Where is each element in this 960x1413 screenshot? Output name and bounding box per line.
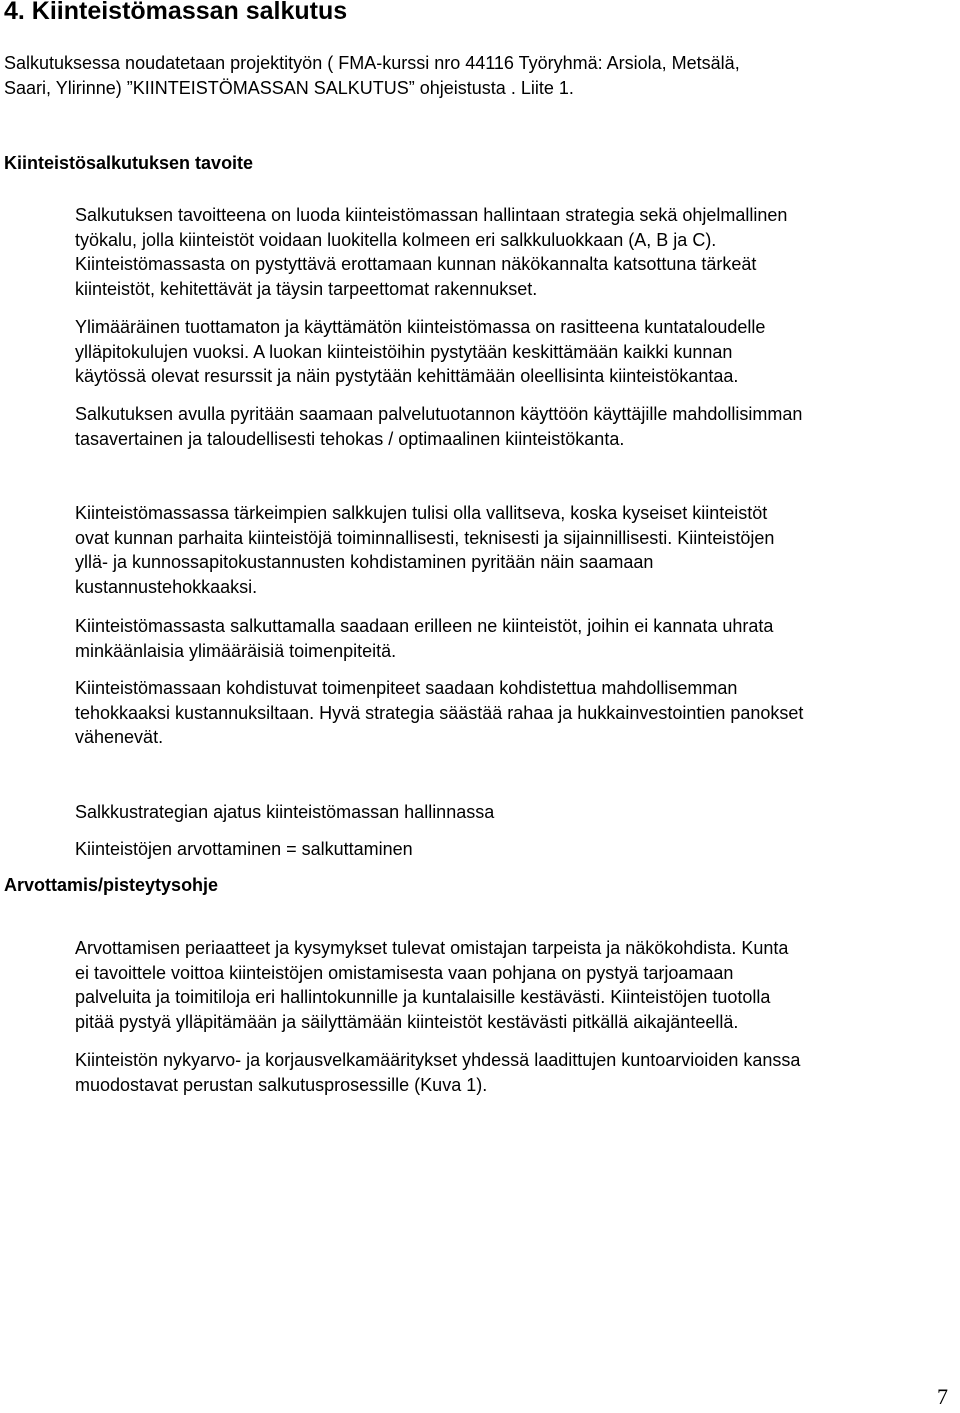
section-title-scoring: Arvottamis/pisteytysohje (4, 875, 219, 895)
page-heading: 4. Kiinteistömassan salkutus (4, 0, 348, 25)
goal-p1-line-3: Kiinteistömassasta on pystyttävä erottamaan kunnan näkökannalta katsottuna tärkeät (75, 254, 757, 274)
goal-p1-line-1: Salkutuksen tavoitteena on luoda kiinteistömassan hallintaan strategia sekä ohjelmallinen (75, 205, 788, 225)
intro-line-2: Saari, Ylirinne) ”KIINTEISTÖMASSAN SALKUTUS” ohjeistusta . Liite 1. (4, 78, 574, 98)
portfolio-p1-line-2: ovat kunnan parhaita kiinteistöjä toiminnallisesti, teknisesti ja sijainnillisesti. Kiinteistöjen (75, 527, 775, 548)
scoring-p1-line-3: palveluita ja toimitiloja eri hallintokunnille ja kuntalaisille kestävästi. Kiinteistöjen tuotolla (75, 987, 771, 1007)
portfolio-paragraph-3 (75, 676, 957, 750)
intro-paragraph (4, 51, 954, 101)
portfolio-p1-line-1: Kiinteistömassassa tärkeimpien salkkujen tulisi olla vallitseva, koska kyseiset kiinteistöt (75, 503, 768, 523)
goal-p2-line-3: käytössä olevat resurssit ja näin pystytään kehittämään oleellisinta kiinteistökantaa. (75, 366, 739, 386)
goal-p3-line-1: Salkutuksen avulla pyritään saamaan palvelutuotannon käyttöön käyttäjille mahdollisimman (75, 404, 803, 424)
goal-p3-line-2: tasavertainen ja taloudellisesti tehokas / optimaalinen kiinteistökanta. (75, 428, 625, 449)
section-title-goal: Kiinteistösalkutuksen tavoite (4, 153, 254, 173)
portfolio-paragraph-1 (75, 501, 957, 599)
page-number: 7 (937, 1384, 948, 1409)
goal-p2-line-1: Ylimääräinen tuottamaton ja käyttämätön kiinteistömassa on rasitteena kuntataloudelle (75, 317, 766, 337)
portfolio-p1-line-4: kustannustehokkaaksi. (75, 576, 258, 597)
goal-p2-line-2: ylläpitokulujen vuoksi. A luokan kiinteistöihin pystytään keskittämään kaikki kunnan (75, 341, 733, 362)
goal-paragraph-2 (75, 315, 957, 389)
portfolio-p3-line-2: tehokkaaksi kustannuksiltaan. Hyvä strategia säästää rahaa ja hukkainvestointien panokset (75, 702, 804, 723)
goal-paragraph-3 (75, 402, 957, 451)
scoring-p2-line-1: Kiinteistön nykyarvo- ja korjausvelkamääritykset yhdessä laadittujen kuntoarvioiden kanssa (75, 1050, 801, 1070)
portfolio-p3-line-3: vähenevät. (75, 727, 164, 747)
scoring-paragraph-2 (75, 1048, 957, 1097)
scoring-p2-line-2: muodostavat perustan salkutusprosessille (Kuva 1). (75, 1074, 488, 1095)
goal-paragraph-1 (75, 203, 957, 301)
scoring-paragraph-1 (75, 936, 957, 1034)
valuation-line: Kiinteistöjen arvottaminen = salkuttaminen (75, 839, 413, 859)
goal-p1-line-2: työkalu, jolla kiinteistöt voidaan luokitella kolmeen eri salkkuluokkaan (A, B ja C). (75, 229, 717, 250)
portfolio-p2-line-1: Kiinteistömassasta salkuttamalla saadaan erilleen ne kiinteistöt, joihin ei kannata uhrata (75, 616, 774, 636)
strategy-line: Salkkustrategian ajatus kiinteistömassan hallinnassa (75, 802, 495, 822)
goal-p1-line-4: kiinteistöt, kehitettävät ja täysin tarpeettomat rakennukset. (75, 278, 538, 299)
portfolio-p3-line-1: Kiinteistömassaan kohdistuvat toimenpiteet saadaan kohdistettua mahdollisemman (75, 678, 738, 698)
scoring-p1-line-4: pitää pystyä ylläpitämään ja säilyttämään kiinteistöt kestävästi pitkällä aikajänteellä. (75, 1011, 739, 1032)
portfolio-p1-line-3: yllä- ja kunnossapitokustannusten kohdistaminen pyritään näin saamaan (75, 552, 654, 572)
scoring-p1-line-1: Arvottamisen periaatteet ja kysymykset tulevat omistajan tarpeista ja näkökohdista. Kunta (75, 938, 789, 958)
portfolio-p2-line-2: minkäänlaisia ylimääräisiä toimenpiteitä. (75, 640, 397, 661)
intro-line-1: Salkutuksessa noudatetaan projektityön ( FMA-kurssi nro 44116 Työryhmä: Arsiola, Metsälä, (4, 53, 740, 73)
scoring-p1-line-2: ei tavoittele voittoa kiinteistöjen omistamisesta vaan pohjana on pystyä tarjoamaan (75, 962, 734, 983)
portfolio-paragraph-2 (75, 614, 957, 663)
